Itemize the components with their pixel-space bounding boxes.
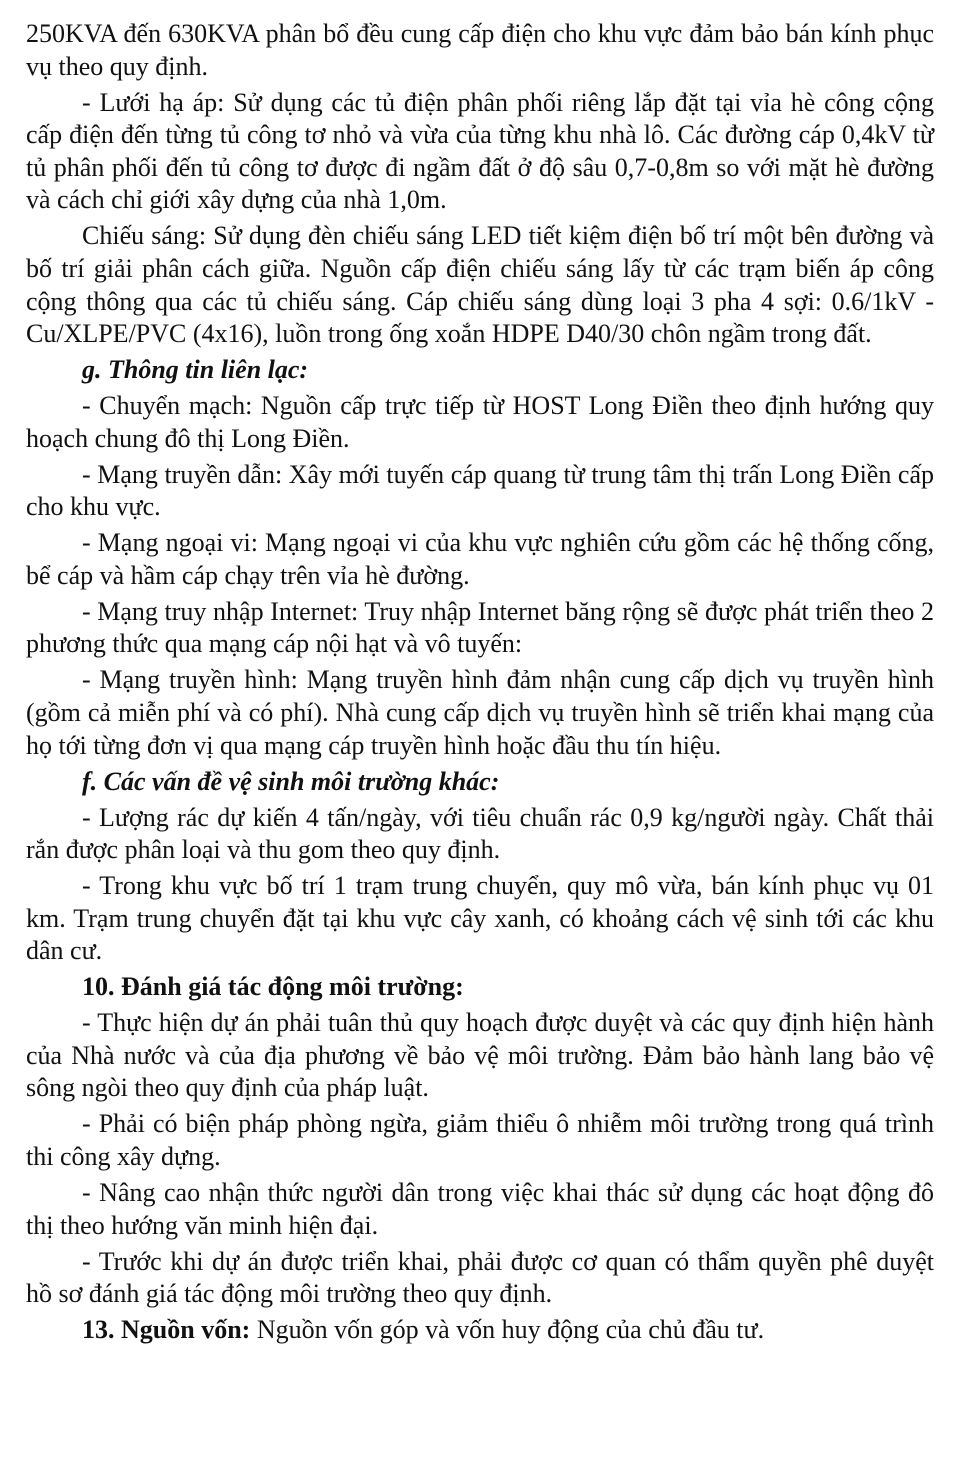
paragraph-transmission-network: - Mạng truyền dẫn: Xây mới tuyến cáp quang từ trung tâm thị trấn Long Điền cấp cho khu vực. xyxy=(26,459,934,522)
paragraph-power-supply-continued: 250KVA đến 630KVA phân bổ đều cung cấp điện cho khu vực đảm bảo bán kính phục vụ theo quy định. xyxy=(26,19,934,81)
paragraph-approval: - Trước khi dự án được triển khai, phải được cơ quan có thẩm quyền phê duyệt hồ sơ đánh giá tác động môi trường theo quy định. xyxy=(26,1246,934,1309)
paragraph-funding xyxy=(26,1314,934,1347)
heading-funding: 13. Nguồn vốn: xyxy=(82,1315,251,1345)
paragraph-low-voltage-grid: - Lưới hạ áp: Sử dụng các tủ điện phân phối riêng lắp đặt tại vỉa hè công cộng cấp điện đến từng tủ công tơ nhỏ và vừa của từng khu nhà lô. Các đường cáp 0,4kV từ tủ phân phối đến tủ công tơ được đi ngầm đất ở độ sâu 0,7-0,8m so với mặt hè đường và cách chỉ giới xây dựng của nhà 1,0m. xyxy=(26,87,934,215)
paragraph-pollution-prevention: - Phải có biện pháp phòng ngừa, giảm thiểu ô nhiễm môi trường trong quá trình thi công xây dựng. xyxy=(26,1109,934,1172)
paragraph-public-awareness: - Nâng cao nhận thức người dân trong việc khai thác sử dụng các hoạt động đô thị theo hướng văn minh hiện đại. xyxy=(26,1178,934,1240)
document-page xyxy=(26,18,934,1350)
paragraph-compliance: - Thực hiện dự án phải tuân thủ quy hoạch được duyệt và các quy định hiện hành của Nhà nước và của địa phương về bảo vệ môi trường. Đảm bảo hành lang bảo vệ sông ngòi theo quy định của pháp luật. xyxy=(26,1008,934,1103)
paragraph-waste-volume: - Lượng rác dự kiến 4 tấn/ngày, với tiêu chuẩn rác 0,9 kg/người ngày. Chất thải rắn được phân loại và thu gom theo quy định. xyxy=(26,802,934,865)
heading-sanitation: f. Các vấn đề vệ sinh môi trường khác: xyxy=(82,766,500,796)
heading-communications: g. Thông tin liên lạc: xyxy=(82,355,309,385)
paragraph-television-network: - Mạng truyền hình: Mạng truyền hình đảm nhận cung cấp dịch vụ truyền hình (gồm cả miễn phí và có phí). Nhà cung cấp dịch vụ truyền hình sẽ triển khai mạng của họ tới từng đơn vị qua mạng cáp truyền hình hoặc đầu thu tín hiệu. xyxy=(26,665,934,760)
funding-text: Nguồn vốn góp và vốn huy động của chủ đầu tư. xyxy=(250,1315,765,1345)
paragraph-peripheral-network: - Mạng ngoại vi: Mạng ngoại vi của khu vực nghiên cứu gồm các hệ thống cống, bể cáp và hầm cáp chạy trên vỉa hè đường. xyxy=(26,528,934,590)
paragraph-switching: - Chuyển mạch: Nguồn cấp trực tiếp từ HOST Long Điền theo định hướng quy hoạch chung đô thị Long Điền. xyxy=(26,391,934,453)
paragraph-internet-access: - Mạng truy nhập Internet: Truy nhập Internet băng rộng sẽ được phát triển theo 2 phương thức qua mạng cáp nội hạt và vô tuyến: xyxy=(26,596,934,659)
paragraph-transfer-station: - Trong khu vực bố trí 1 trạm trung chuyển, quy mô vừa, bán kính phục vụ 01 km. Trạm trung chuyển đặt tại khu vực cây xanh, có khoảng cách vệ sinh tới các khu dân cư. xyxy=(26,871,934,966)
paragraph-lighting: Chiếu sáng: Sử dụng đèn chiếu sáng LED tiết kiệm điện bố trí một bên đường và bố trí giải phân cách giữa. Nguồn cấp điện chiếu sáng lấy từ các trạm biến áp công cộng thông qua các tủ chiếu sáng. Cáp chiếu sáng dùng loại 3 pha 4 sợi: 0.6/1kV - Cu/XLPE/PVC (4x16), luồn trong ống xoắn HDPE D40/30 chôn ngầm trong đất. xyxy=(26,221,934,349)
heading-environmental-assessment: 10. Đánh giá tác động môi trường: xyxy=(82,972,464,1002)
